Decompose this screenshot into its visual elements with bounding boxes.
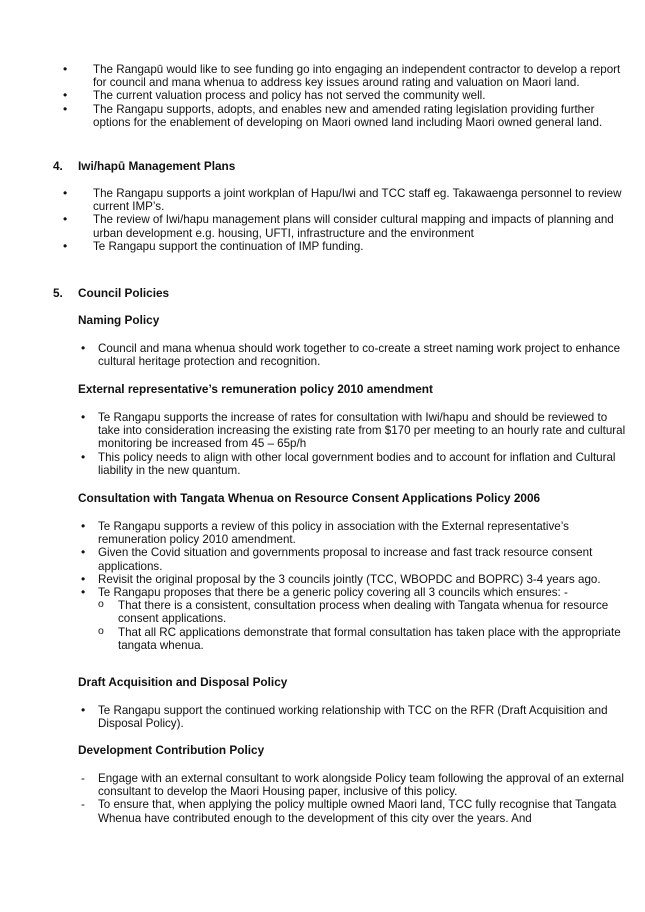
sub-list-item: o That all RC applications demonstrate that formal consultation has taken place with the appropriate tangata whenua. xyxy=(78,626,628,652)
development-policy-heading: Development Contribution Policy xyxy=(78,743,265,757)
section-title: Council Policies xyxy=(78,286,170,300)
remuneration-policy-list xyxy=(78,411,628,477)
list-item: • Given the Covid situation and governments proposal to increase and fast track resource consent applications. xyxy=(78,546,628,572)
acquisition-policy-list xyxy=(78,704,628,730)
section-number: 4. xyxy=(53,159,63,173)
list-item: • Te Rangapu proposes that there be a generic policy covering all 3 councils which ensures: - xyxy=(78,586,628,599)
section-title: Iwi/hapū Management Plans xyxy=(78,159,236,173)
naming-policy-heading: Naming Policy xyxy=(78,313,160,327)
list-item: • Revisit the original proposal by the 3 councils jointly (TCC, WBOPDC and BOPRC) 3-4 years ago. xyxy=(78,573,628,586)
list-item: - Engage with an external consultant to work alongside Policy team following the approval of an external consultant to develop the Maori Housing paper, inclusive of this policy. xyxy=(78,772,628,798)
list-item: • The current valuation process and policy has not served the community well. xyxy=(53,89,628,102)
list-item: • This policy needs to align with other local government bodies and to account for inflation and Cultural liability in the new quantum. xyxy=(78,451,628,477)
consultation-policy-list xyxy=(78,520,628,652)
section-5-heading xyxy=(53,287,628,300)
list-item: • Te Rangapu support the continued working relationship with TCC on the RFR (Draft Acquisition and Disposal Policy). xyxy=(78,704,628,730)
section-number: 5. xyxy=(53,286,63,300)
consultation-policy-heading: Consultation with Tangata Whenua on Resource Consent Applications Policy 2006 xyxy=(78,491,541,505)
list-item: • The review of Iwi/hapu management plans will consider cultural mapping and impacts of planning and urban development e.g. housing, UFTI, infrastructure and the environment xyxy=(53,213,628,239)
acquisition-policy-heading: Draft Acquisition and Disposal Policy xyxy=(78,675,288,689)
list-item: • The Rangapu supports a joint workplan of Hapu/Iwi and TCC staff eg. Takawaenga personnel to review current IMP’s. xyxy=(53,187,628,213)
naming-policy-list xyxy=(78,342,628,368)
list-item: - To ensure that, when applying the policy multiple owned Maori land, TCC fully recognise that Tangata Whenua have contributed enough to the development of this city over the years. And xyxy=(78,798,628,824)
list-item: • Te Rangapu supports the increase of rates for consultation with Iwi/hapu and should be reviewed to take into consideration increasing the existing rate from $170 per meeting to an hourly rate and cultural monitoring be increased from 45 – 65p/h xyxy=(78,411,628,451)
list-item: • The Rangapū would like to see funding go into engaging an independent contractor to develop a report for council and mana whenua to address key issues around rating and valuation on Maori land. xyxy=(53,63,628,89)
remuneration-policy-heading: External representative’s remuneration policy 2010 amendment xyxy=(78,382,433,396)
section-4-heading xyxy=(53,160,628,173)
list-item: • Council and mana whenua should work together to co-create a street naming work project to enhance cultural heritage protection and recognition. xyxy=(78,342,628,368)
sub-list-item: o That there is a consistent, consultation process when dealing with Tangata whenua for resource consent applications. xyxy=(78,599,628,625)
list-item: • Te Rangapu support the continuation of IMP funding. xyxy=(53,240,628,253)
development-policy-list xyxy=(78,772,628,825)
list-item: • Te Rangapu supports a review of this policy in association with the External representative’s remuneration policy 2010 amendment. xyxy=(78,520,628,546)
list-item: • The Rangapu supports, adopts, and enables new and amended rating legislation providing further options for the enablement of developing on Maori owned land including Maori owned general land. xyxy=(53,103,628,129)
intro-bullet-list xyxy=(53,63,628,129)
section-4-bullet-list xyxy=(53,187,628,253)
